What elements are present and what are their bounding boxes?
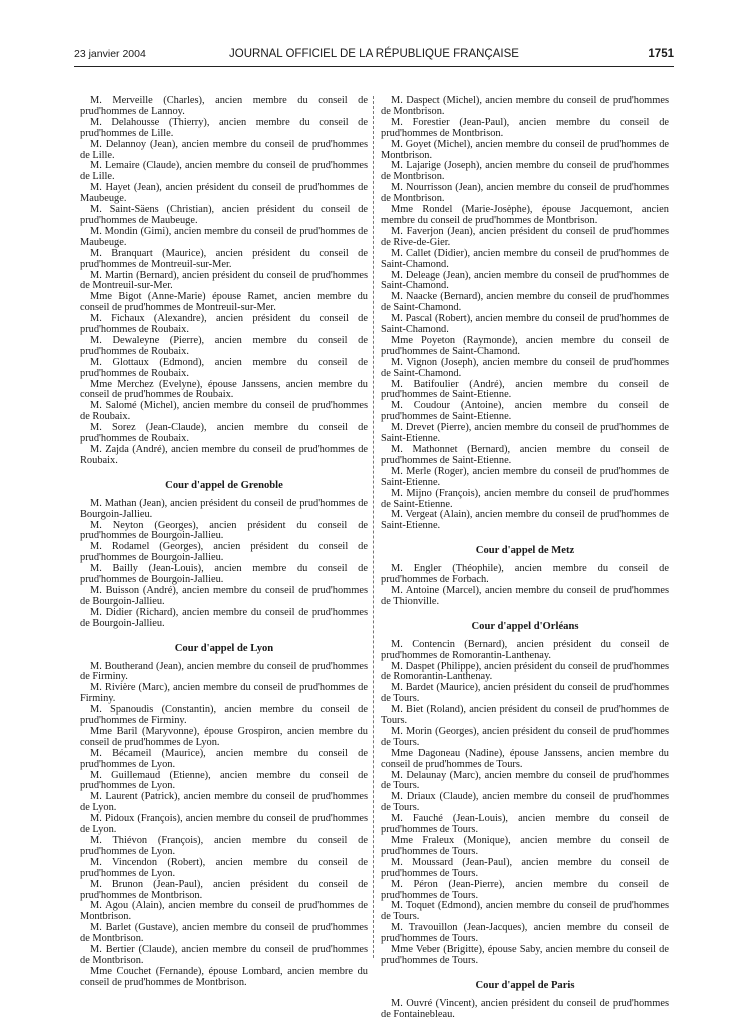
appointment-entry: M. Coudour (Antoine), ancien membre du conseil de prud'hommes de Saint-Etienne. (381, 400, 669, 423)
appointment-entry: M. Martin (Bernard), ancien président du conseil de prud'hommes de Montreuil-sur-Mer. (80, 269, 368, 292)
appointment-entry: M. Rodamel (Georges), ancien président du conseil de prud'hommes de Bourgoin-Jallieu. (80, 541, 368, 564)
appointment-entry: M. Goyet (Michel), ancien membre du conseil de prud'hommes de Montbrison. (381, 138, 669, 161)
left-column (80, 96, 368, 989)
journal-title: JOURNAL OFFICIEL DE LA RÉPUBLIQUE FRANÇAISE (229, 48, 519, 60)
appointment-entry: Mme Couchet (Fernande), épouse Lombard, ancien membre du conseil de prud'hommes de Montbrison. (80, 965, 368, 988)
appointment-entry: M. Drevet (Pierre), ancien membre du conseil de prud'hommes de Saint-Etienne. (381, 422, 669, 445)
appointment-entry: M. Contencin (Bernard), ancien président du conseil de prud'hommes de Romorantin-Lanthenay. (381, 638, 669, 661)
page-number: 1751 (648, 48, 674, 60)
appointment-entry: Mme Fraleux (Monique), ancien membre du conseil de prud'hommes de Tours. (381, 835, 669, 857)
appointment-entry: M. Faverjon (Jean), ancien président du conseil de prud'hommes de Rive-de-Gier. (381, 225, 669, 248)
appointment-entry: M. Mijno (François), ancien membre du conseil de prud'hommes de Saint-Etienne. (381, 487, 669, 510)
appointment-entry: M. Lemaire (Claude), ancien membre du conseil de prud'hommes de Lille. (80, 160, 368, 183)
appointment-entry: M. Fichaux (Alexandre), ancien président du conseil de prud'hommes de Roubaix. (80, 313, 368, 336)
appointment-entry: M. Hayet (Jean), ancien président du conseil de prud'hommes de Maubeuge. (80, 182, 368, 205)
appointment-entry: M. Saint-Säens (Christian), ancien président du conseil de prud'hommes de Maubeuge. (80, 204, 368, 226)
appointment-entry: M. Lajarige (Joseph), ancien membre du conseil de prud'hommes de Montbrison. (381, 160, 669, 183)
appointment-entry: M. Merveille (Charles), ancien membre du conseil de prud'hommes de Lannoy. (80, 95, 368, 117)
appointment-entry: M. Vergeat (Alain), ancien membre du conseil de prud'hommes de Saint-Etienne. (381, 509, 669, 532)
appointment-entry: M. Branquart (Maurice), ancien président du conseil de prud'hommes de Montreuil-sur-Mer. (80, 247, 368, 270)
appointment-entry: M. Laurent (Patrick), ancien membre du conseil de prud'hommes de Lyon. (80, 791, 368, 814)
appointment-entry: M. Vignon (Joseph), ancien membre du conseil de prud'hommes de Saint-Chamond. (381, 356, 669, 379)
appointment-entry: M. Rivière (Marc), ancien membre du conseil de prud'hommes de Firminy. (80, 682, 368, 705)
appointment-entry: M. Péron (Jean-Pierre), ancien membre du conseil de prud'hommes de Tours. (381, 878, 669, 901)
appointment-entry: M. Dewaleyne (Pierre), ancien membre du conseil de prud'hommes de Roubaix. (80, 334, 368, 357)
appointment-entry: M. Agou (Alain), ancien membre du conseil de prud'hommes de Montbrison. (80, 900, 368, 923)
appointment-entry: M. Moussard (Jean-Paul), ancien membre du conseil de prud'hommes de Tours. (381, 856, 669, 879)
appointment-entry: M. Bertier (Claude), ancien membre du conseil de prud'hommes de Montbrison. (80, 944, 368, 966)
appointment-entry: M. Bailly (Jean-Louis), ancien membre du conseil de prud'hommes de Bourgoin-Jallieu. (80, 563, 368, 586)
appointment-entry: Mme Merchez (Evelyne), épouse Janssens, ancien membre du conseil de prud'hommes de Roubaix. (80, 378, 368, 401)
appointment-entry: M. Nourrisson (Jean), ancien membre du conseil de prud'hommes de Montbrison. (381, 182, 669, 205)
appointment-entry: M. Spanoudis (Constantin), ancien membre du conseil de prud'hommes de Firminy. (80, 704, 368, 727)
appointment-entry: M. Driaux (Claude), ancien membre du conseil de prud'hommes de Tours. (381, 791, 669, 814)
appointment-entry: M. Ouvré (Vincent), ancien président du conseil de prud'hommes de Fontainebleau. (381, 997, 669, 1020)
court-heading: Cour d'appel de Paris (475, 979, 575, 991)
appointment-entry: M. Salomé (Michel), ancien membre du conseil de prud'hommes de Roubaix. (80, 400, 368, 423)
appointment-entry: M. Vincendon (Robert), ancien membre du conseil de prud'hommes de Lyon. (80, 856, 368, 879)
appointment-entry: M. Fauché (Jean-Louis), ancien membre du conseil de prud'hommes de Tours. (381, 813, 669, 836)
appointment-entry: M. Guillemaud (Etienne), ancien membre du conseil de prud'hommes de Lyon. (80, 769, 368, 792)
appointment-entry: M. Antoine (Marcel), ancien membre du conseil de prud'hommes de Thionville. (381, 584, 669, 607)
appointment-entry: M. Mathonnet (Bernard), ancien membre du conseil de prud'hommes de Saint-Etienne. (381, 444, 669, 466)
appointment-entry: Mme Bigot (Anne-Marie) épouse Ramet, ancien membre du conseil de prud'hommes de Montreuil-sur-Mer. (80, 291, 368, 314)
appointment-entry: M. Merle (Roger), ancien membre du conseil de prud'hommes de Saint-Etienne. (381, 465, 669, 488)
appointment-entry: Mme Poyeton (Raymonde), ancien membre du conseil de prud'hommes de Saint-Chamond. (381, 334, 669, 357)
appointment-entry: M. Daspet (Philippe), ancien président du conseil de prud'hommes de Romorantin-Lanthenay. (381, 660, 669, 683)
appointment-entry: M. Callet (Didier), ancien membre du conseil de prud'hommes de Saint-Chamond. (381, 247, 669, 270)
appointment-entry: M. Morin (Georges), ancien président du conseil de prud'hommes de Tours. (381, 725, 669, 748)
appointment-entry: M. Travouillon (Jean-Jacques), ancien membre du conseil de prud'hommes de Tours. (381, 922, 669, 945)
court-heading: Cour d'appel d'Orléans (471, 620, 579, 632)
appointment-entry: M. Toquet (Edmond), ancien membre du conseil de prud'hommes de Tours. (381, 900, 669, 923)
appointment-entry: M. Boutherand (Jean), ancien membre du conseil de prud'hommes de Firminy. (80, 660, 368, 683)
appointment-entry: M. Bécameil (Maurice), ancien membre du conseil de prud'hommes de Lyon. (80, 747, 368, 770)
appointment-entry: M. Mondin (Gimi), ancien membre du conseil de prud'hommes de Maubeuge. (80, 225, 368, 248)
appointment-entry: M. Bardet (Maurice), ancien président du conseil de prud'hommes de Tours. (381, 682, 669, 705)
appointment-entry: M. Mathan (Jean), ancien président du conseil de prud'hommes de Bourgoin-Jallieu. (80, 497, 368, 520)
issue-date: 23 janvier 2004 (74, 48, 146, 60)
appointment-entry: M. Pidoux (François), ancien membre du conseil de prud'hommes de Lyon. (80, 813, 368, 836)
appointment-entry: M. Brunon (Jean-Paul), ancien président du conseil de prud'hommes de Montbrison. (80, 878, 368, 901)
appointment-entry: M. Biet (Roland), ancien président du conseil de prud'hommes de Tours. (381, 704, 669, 727)
appointment-entry: Mme Dagoneau (Nadine), épouse Janssens, ancien membre du conseil de prud'hommes de Tours. (381, 747, 669, 770)
court-heading: Cour d'appel de Metz (475, 545, 575, 557)
appointment-entry: Mme Baril (Maryvonne), épouse Grospiron, ancien membre du conseil de prud'hommes de Lyon. (80, 725, 368, 748)
appointment-entry: M. Neyton (Georges), ancien président du conseil de prud'hommes de Bourgoin-Jallieu. (80, 519, 368, 542)
page-header (74, 48, 674, 64)
appointment-entry: M. Buisson (André), ancien membre du conseil de prud'hommes de Bourgoin-Jallieu. (80, 584, 368, 607)
appointment-entry: M. Batifoulier (André), ancien membre du conseil de prud'hommes de Saint-Etienne. (381, 378, 669, 401)
appointment-entry: Mme Veber (Brigitte), épouse Saby, ancien membre du conseil de prud'hommes de Tours. (381, 944, 669, 966)
appointment-entry: M. Didier (Richard), ancien membre du conseil de prud'hommes de Bourgoin-Jallieu. (80, 606, 368, 629)
appointment-entry: M. Glottaux (Edmond), ancien membre du conseil de prud'hommes de Roubaix. (80, 356, 368, 379)
appointment-entry: M. Daspect (Michel), ancien membre du conseil de prud'hommes de Montbrison. (381, 95, 669, 117)
column-separator (373, 96, 374, 958)
appointment-entry: M. Thiévon (François), ancien membre du conseil de prud'hommes de Lyon. (80, 835, 368, 857)
appointment-entry: M. Barlet (Gustave), ancien membre du conseil de prud'hommes de Montbrison. (80, 922, 368, 945)
header-rule (74, 66, 674, 67)
appointment-entry: M. Pascal (Robert), ancien membre du conseil de prud'hommes de Saint-Chamond. (381, 313, 669, 336)
appointment-entry: M. Engler (Théophile), ancien membre du conseil de prud'hommes de Forbach. (381, 563, 669, 586)
appointment-entry: Mme Rondel (Marie-Josèphe), épouse Jacquemont, ancien membre du conseil de prud'hommes de Montbrison. (381, 204, 669, 226)
appointment-entry: M. Zajda (André), ancien membre du conseil de prud'hommes de Roubaix. (80, 444, 368, 466)
court-heading: Cour d'appel de Lyon (174, 642, 274, 654)
court-heading: Cour d'appel de Grenoble (165, 479, 283, 491)
appointment-entry: M. Naacke (Bernard), ancien membre du conseil de prud'hommes de Saint-Chamond. (381, 291, 669, 314)
appointment-entry: M. Sorez (Jean-Claude), ancien membre du conseil de prud'hommes de Roubaix. (80, 422, 368, 445)
appointment-entry: M. Delaunay (Marc), ancien membre du conseil de prud'hommes de Tours. (381, 769, 669, 792)
right-column (381, 96, 669, 1021)
appointment-entry: M. Delahousse (Thierry), ancien membre du conseil de prud'hommes de Lille. (80, 116, 368, 139)
appointment-entry: M. Forestier (Jean-Paul), ancien membre du conseil de prud'hommes de Montbrison. (381, 116, 669, 139)
appointment-entry: M. Deleage (Jean), ancien membre du conseil de prud'hommes de Saint-Chamond. (381, 269, 669, 292)
appointment-entry: M. Delannoy (Jean), ancien membre du conseil de prud'hommes de Lille. (80, 138, 368, 161)
